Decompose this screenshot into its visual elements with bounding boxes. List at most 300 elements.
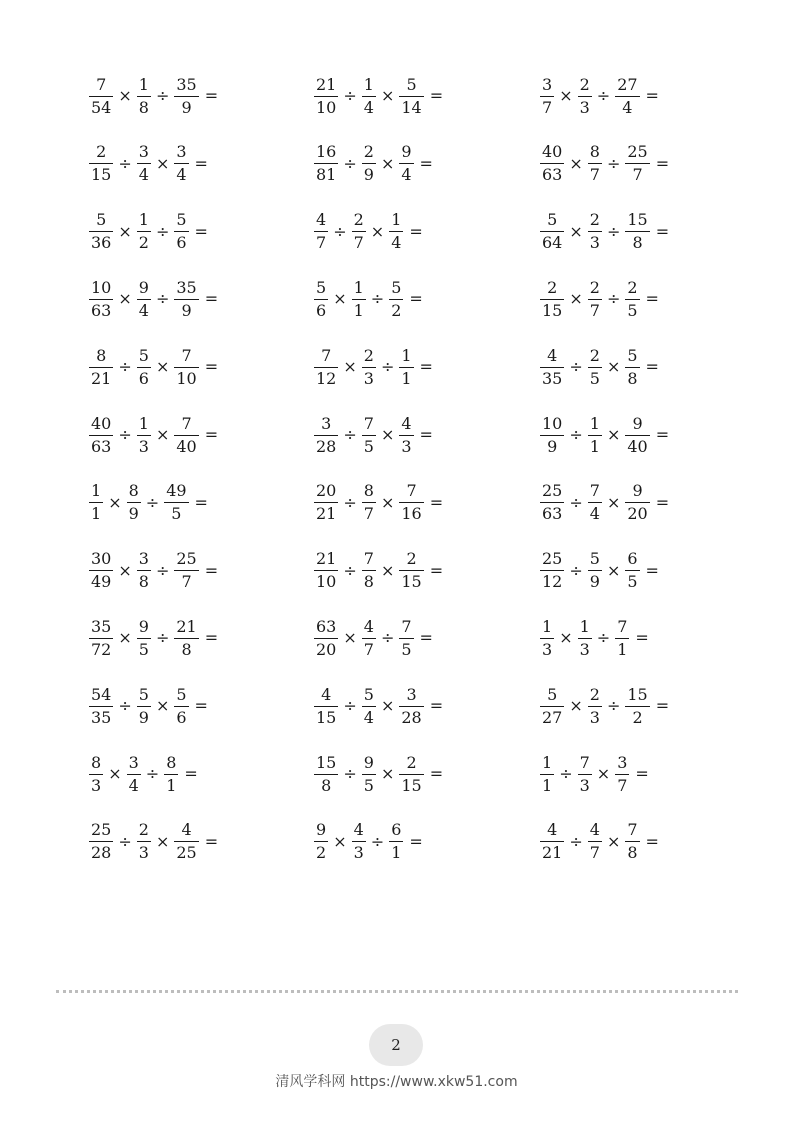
fraction [625,347,639,388]
numerator: 15 [316,752,337,772]
equals-sign: = [204,289,219,309]
numerator: 4 [547,820,558,840]
denominator: 5 [138,639,149,659]
times-sign: × [118,560,132,580]
denominator: 72 [91,639,112,659]
numerator: 7 [627,820,638,840]
fraction [615,618,629,659]
fraction [89,143,113,184]
fraction [174,686,188,727]
denominator: 3 [363,368,374,388]
fraction-bar [399,774,423,775]
denominator: 4 [138,165,149,185]
fraction-bar [588,435,602,436]
divide-sign: ÷ [380,357,395,377]
fraction-bar [399,570,423,571]
equals-sign: = [204,560,219,580]
fraction-bar [588,570,602,571]
numerator: 7 [589,481,600,501]
fraction-bar [89,96,113,97]
times-sign: × [380,153,395,173]
divide-sign: ÷ [145,764,160,783]
fraction [588,143,602,184]
denominator: 7 [632,165,643,185]
denominator: 14 [401,97,422,117]
fraction-bar [137,231,151,232]
times-sign: × [559,628,573,648]
equals-sign: = [409,289,423,309]
denominator: 20 [316,639,337,659]
numerator: 3 [617,752,628,772]
denominator: 5 [363,775,374,795]
numerator: 9 [316,820,327,840]
numerator: 30 [91,549,112,569]
fraction [615,754,629,795]
numerator: 7 [181,413,192,433]
equals-sign: = [645,560,659,580]
denominator: 16 [401,504,422,524]
numerator: 5 [406,74,417,94]
fraction [314,211,328,252]
fraction-bar [174,231,188,232]
equals-sign: = [204,628,219,648]
fraction [89,482,103,523]
numerator: 3 [128,752,139,772]
fraction-bar [314,163,338,164]
denominator: 64 [542,233,563,253]
denominator: 5 [401,639,412,659]
fraction [89,76,113,117]
times-sign: × [155,831,170,851]
fraction-problem [539,210,669,254]
fraction [625,686,649,727]
fraction-bar [399,706,423,707]
fraction-bar [588,231,602,232]
numerator: 15 [627,684,648,704]
fraction-bar [540,435,564,436]
fraction-problem [539,549,659,593]
fraction-problem [539,277,659,321]
fraction-bar [540,841,564,842]
denominator: 9 [547,436,558,456]
fraction [540,143,564,184]
numerator: 54 [91,684,112,704]
denominator: 7 [353,233,364,253]
fraction-bar [540,231,564,232]
equals-sign: = [194,221,208,241]
fraction [399,754,423,795]
numerator: 8 [166,752,177,772]
fraction-bar [89,570,113,571]
fraction-problem [313,684,443,728]
fraction-bar [89,367,113,368]
fraction-bar [314,706,338,707]
denominator: 9 [589,572,600,592]
fraction [588,211,602,252]
fraction-bar [314,502,338,503]
denominator: 1 [589,436,600,456]
fraction-problem [88,413,218,457]
times-sign: × [118,86,132,105]
divide-sign: ÷ [569,357,583,377]
numerator: 9 [632,413,643,433]
denominator: 2 [138,233,149,253]
numerator: 10 [542,413,563,433]
times-sign: × [155,425,170,444]
fraction [137,550,151,591]
fraction-bar [174,163,188,164]
numerator: 25 [542,549,563,569]
fraction [389,279,403,320]
fraction-bar [540,706,564,707]
fraction-bar [625,570,639,571]
fraction-bar [578,96,592,97]
fraction [137,211,151,252]
denominator: 20 [627,504,648,524]
fraction-bar [362,435,376,436]
divide-sign: ÷ [596,628,611,648]
fraction-problem [88,210,208,254]
fraction [314,143,338,184]
denominator: 1 [91,504,102,524]
denominator: 5 [363,436,374,456]
equals-sign: = [429,86,444,105]
times-sign: × [333,289,347,309]
fraction [314,686,338,727]
fraction [137,618,151,659]
fraction [588,279,602,320]
denominator: 2 [316,843,327,863]
fraction-problem [313,210,423,254]
fraction-bar [362,502,376,503]
divide-sign: ÷ [606,289,621,309]
fraction-bar [399,96,423,97]
denominator: 7 [363,639,374,659]
numerator: 1 [91,481,102,501]
divide-sign: ÷ [155,86,170,105]
fraction [174,550,198,591]
denominator: 6 [176,233,187,253]
fraction [164,754,178,795]
fraction [89,347,113,388]
fraction-bar [625,841,639,842]
fraction [399,686,423,727]
fraction [362,754,376,795]
denominator: 3 [91,775,102,795]
denominator: 8 [181,639,192,659]
denominator: 12 [316,368,337,388]
denominator: 2 [391,300,402,320]
numerator: 40 [91,413,112,433]
fraction [174,211,188,252]
divide-sign: ÷ [606,221,621,241]
fraction [127,754,141,795]
fraction [625,415,649,456]
equals-sign: = [645,86,659,105]
times-sign: × [380,560,395,580]
fraction [625,821,639,862]
numerator: 2 [589,684,600,704]
equals-sign: = [429,764,444,783]
fraction [578,618,592,659]
equals-sign: = [655,153,670,173]
equals-sign: = [429,696,444,716]
fraction-bar [362,706,376,707]
numerator: 35 [176,277,197,297]
fraction-bar [362,774,376,775]
equals-sign: = [194,153,208,173]
numerator: 2 [589,210,600,230]
numerator: 2 [406,752,417,772]
equals-sign: = [204,357,219,377]
denominator: 63 [542,165,563,185]
fraction-problem [88,345,218,389]
numerator: 1 [589,413,600,433]
denominator: 1 [401,368,412,388]
numerator: 1 [138,210,149,230]
times-sign: × [380,696,395,716]
numerator: 5 [391,277,402,297]
denominator: 3 [589,233,600,253]
denominator: 3 [579,97,590,117]
fraction-problem [539,142,669,186]
denominator: 3 [579,775,590,795]
fraction-bar [625,231,649,232]
divide-sign: ÷ [569,425,583,444]
fraction [540,482,564,523]
fraction [399,482,423,523]
numerator: 9 [401,142,412,162]
times-sign: × [370,221,385,241]
denominator: 3 [401,436,412,456]
equals-sign: = [429,560,444,580]
fraction [352,211,366,252]
divide-sign: ÷ [606,153,621,173]
denominator: 28 [401,707,422,727]
numerator: 40 [542,142,563,162]
denominator: 15 [401,572,422,592]
numerator: 1 [353,277,364,297]
denominator: 3 [589,707,600,727]
fraction [625,143,649,184]
denominator: 15 [401,775,422,795]
numerator: 4 [363,616,374,636]
denominator: 40 [627,436,648,456]
fraction-problem [313,549,443,593]
divide-sign: ÷ [569,560,583,580]
numerator: 5 [589,549,600,569]
equals-sign: = [635,628,649,648]
times-sign: × [155,357,170,377]
numerator: 8 [91,752,102,772]
fraction [174,347,198,388]
fraction [174,821,198,862]
equals-sign: = [419,357,433,377]
divide-sign: ÷ [343,86,357,105]
fraction-bar [625,163,649,164]
fraction-problem [88,142,208,186]
fraction [314,482,338,523]
denominator: 8 [627,368,638,388]
fraction [137,347,151,388]
fraction [540,821,564,862]
equals-sign: = [419,153,433,173]
numerator: 1 [401,345,412,365]
numerator: 5 [363,684,374,704]
fraction [399,143,413,184]
times-sign: × [606,357,621,377]
equals-sign: = [204,86,219,105]
fraction-bar [578,774,592,775]
fraction-bar [399,502,423,503]
numerator: 2 [363,142,374,162]
equals-sign: = [645,289,659,309]
numerator: 2 [579,74,590,94]
fraction [89,279,113,320]
times-sign: × [108,764,122,783]
fraction [362,618,376,659]
divide-sign: ÷ [343,696,357,716]
numerator: 9 [363,752,374,772]
denominator: 40 [176,436,197,456]
fraction [314,754,338,795]
numerator: 1 [542,616,553,636]
fraction-bar [352,841,366,842]
numerator: 5 [547,210,558,230]
fraction [399,618,413,659]
equals-sign: = [645,831,659,851]
fraction [625,482,649,523]
numerator: 63 [316,616,337,636]
fraction [174,143,188,184]
numerator: 4 [547,345,558,365]
fraction-problem [313,74,443,118]
times-sign: × [155,153,170,173]
fraction [314,76,338,117]
denominator: 4 [138,300,149,320]
fraction-bar [314,435,338,436]
fraction [540,347,564,388]
numerator: 21 [316,74,337,94]
denominator: 54 [91,97,112,117]
numerator: 1 [138,74,149,94]
fraction [625,279,639,320]
fraction [314,415,338,456]
fraction [127,482,141,523]
denominator: 15 [542,300,563,320]
numerator: 8 [363,481,374,501]
times-sign: × [380,492,395,512]
denominator: 5 [627,300,638,320]
fraction [540,415,564,456]
numerator: 8 [128,481,139,501]
denominator: 1 [353,300,364,320]
fraction [625,550,639,591]
fraction [540,211,564,252]
equals-sign: = [409,221,423,241]
fraction [174,279,198,320]
fraction-bar [540,774,554,775]
numerator: 4 [321,684,332,704]
fraction-bar [174,435,198,436]
numerator: 25 [91,820,112,840]
denominator: 4 [391,233,402,253]
numerator: 9 [632,481,643,501]
equals-sign: = [655,425,670,444]
fraction-bar [314,367,338,368]
numerator: 10 [91,277,112,297]
fraction-bar [174,638,198,639]
fraction [362,415,376,456]
fraction-problem [88,820,218,864]
fraction-bar [174,96,198,97]
fraction [137,821,151,862]
numerator: 7 [321,345,332,365]
fraction-bar [89,706,113,707]
fraction [164,482,188,523]
fraction-bar [137,299,151,300]
numerator: 21 [176,616,197,636]
fraction-problem [539,345,659,389]
denominator: 12 [542,572,563,592]
times-sign: × [118,628,132,648]
denominator: 4 [589,504,600,524]
numerator: 15 [627,210,648,230]
times-sign: × [343,357,357,377]
fraction-bar [399,638,413,639]
times-sign: × [569,696,583,716]
fraction [137,415,151,456]
fraction-bar [314,570,338,571]
fraction-bar [314,841,328,842]
numerator: 21 [316,549,337,569]
denominator: 8 [627,843,638,863]
denominator: 7 [617,775,628,795]
denominator: 5 [171,504,182,524]
numerator: 3 [138,142,149,162]
numerator: 49 [166,481,187,501]
fraction-bar [127,774,141,775]
equals-sign: = [204,831,219,851]
divide-sign: ÷ [155,560,170,580]
fraction [352,821,366,862]
fraction [578,76,592,117]
fraction-problem [88,684,208,728]
numerator: 9 [138,616,149,636]
fraction [89,550,113,591]
denominator: 28 [91,843,112,863]
numerator: 25 [542,481,563,501]
fraction [314,821,328,862]
fraction [137,143,151,184]
fraction [362,686,376,727]
times-sign: × [380,86,395,105]
denominator: 4 [128,775,139,795]
fraction-bar [174,570,198,571]
denominator: 7 [589,843,600,863]
fraction-bar [540,96,554,97]
divide-sign: ÷ [370,831,385,851]
numerator: 8 [589,142,600,162]
numerator: 1 [579,616,590,636]
fraction [137,279,151,320]
numerator: 6 [391,820,402,840]
times-sign: × [343,628,357,648]
fraction [362,347,376,388]
denominator: 9 [138,707,149,727]
denominator: 7 [589,165,600,185]
fraction-problem [88,752,198,796]
